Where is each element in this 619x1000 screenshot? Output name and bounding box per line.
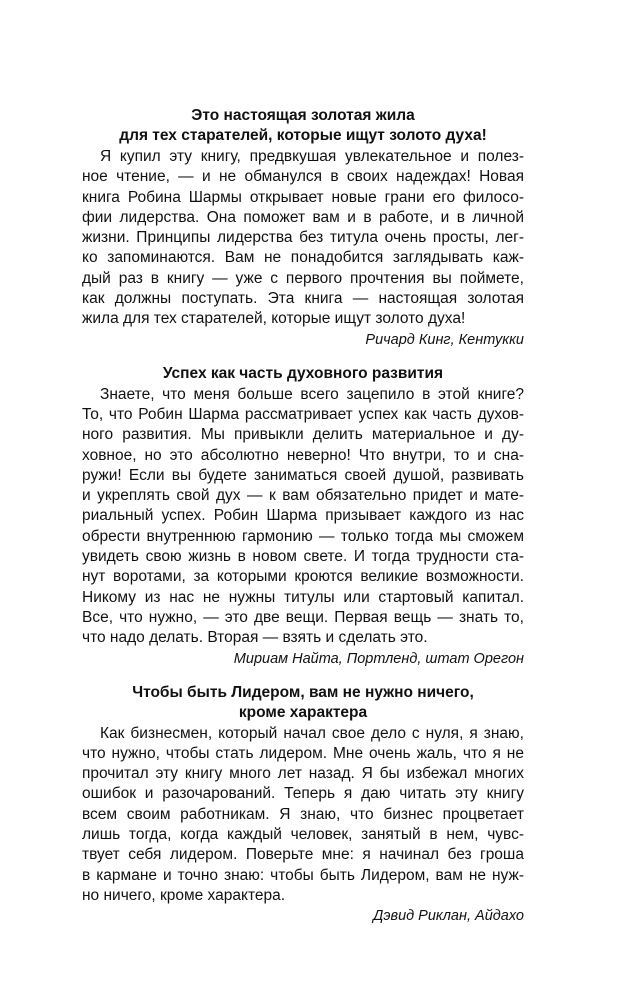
text-line: и укреплять свой дух — к вам обязательно придет и мате-: [82, 487, 524, 505]
text-line: ко запоминаются. Вам не понадобится заглядывать каж-: [82, 249, 524, 267]
review-title: [82, 683, 524, 723]
text-line: ружи! Если вы будете заниматься своей душой, развивать: [82, 466, 524, 484]
text-line: прочитал эту книгу много лет назад. Я бы избежал многих: [82, 765, 524, 783]
review-signature: Ричард Кинг, Кентукки: [365, 331, 524, 348]
title-line: Чтобы быть Лидером, вам не нужно ничего,: [132, 683, 474, 701]
title-line: Это настоящая золотая жила: [191, 107, 415, 124]
text-line: То, что Робин Шарма рассматривает успех как часть духов-: [82, 405, 524, 423]
text-line: книга Робина Шармы открывает новые грани его филосо-: [82, 188, 524, 206]
title-line: кроме характера: [238, 703, 368, 721]
review-signature: Дэвид Риклан, Айдахо: [373, 908, 524, 925]
text-line: твует себя лидером. Поверьте мне: я начинал без гроша: [82, 846, 524, 864]
text-line: ошибок и разочарований. Теперь я даю читать эту книгу: [82, 785, 524, 803]
text-line: всем своим работникам. Я знаю, что бизнес процветает: [82, 805, 524, 823]
text-line: увидеть свою жизнь в новом свете. И тогда трудности ста-: [82, 548, 524, 566]
text-line: нут воротами, за которыми кроются великие возможности.: [82, 568, 524, 586]
text-line: риальный успех. Робин Шарма призывает каждого из нас: [82, 507, 524, 525]
review-title: [82, 364, 524, 384]
text-line: Я купил эту книгу, предвкушая увлекательное и полез-: [100, 148, 524, 165]
review-3: [82, 683, 524, 927]
text-line: ховное, но это абсолютно неверно! Что внутри, то и сна-: [82, 446, 524, 464]
review-title: [82, 106, 524, 146]
text-line: фии лидерства. Она поможет вам и в работе, и в личной: [82, 208, 524, 226]
text-line: ное чтение, — и не обманулся в своих надеждах! Новая: [82, 168, 524, 186]
review-1: [82, 106, 524, 350]
text-line: что нужно, чтобы стать лидером. Мне очень жаль, что я не: [82, 744, 524, 762]
text-line: но ничего, кроме характера.: [82, 886, 286, 904]
review-2: [82, 364, 524, 669]
review-text: [82, 385, 524, 649]
text-line: жизни. Принципы лидерства без титула очень просты, лег-: [82, 229, 524, 247]
text-line: Никому из нас не нужны титулы или стартовый капитал.: [82, 588, 524, 606]
text-line: Все, что нужно, — это две вещи. Первая вещь — знать то,: [82, 608, 524, 626]
text-line: лишь тогда, когда каждый человек, занятый в нем, чувс-: [82, 826, 524, 844]
text-line: как должны поступать. Эта книга — настоящая золотая: [82, 290, 524, 308]
text-line: обрести внутреннюю гармонию — только тогда мы сможем: [82, 527, 524, 545]
review-text: [82, 147, 524, 330]
text-line: что надо делать. Вторая — взять и сделать это.: [82, 629, 428, 647]
review-text: [82, 724, 524, 907]
book-page: [82, 106, 524, 926]
text-line: в кармане и точно знаю: чтобы быть Лидером, вам не нуж-: [82, 866, 524, 884]
text-line: жила для тех старателей, которые ищут золото духа!: [82, 310, 466, 328]
review-signature: Мириам Найта, Портленд, штат Орегон: [233, 650, 524, 667]
text-line: дый раз в книгу — уже с первого прочтения вы поймете,: [82, 269, 524, 287]
text-line: Знаете, что меня больше всего зацепило в этой книге?: [100, 385, 524, 403]
title-line: для тех старателей, которые ищут золото духа!: [119, 127, 487, 144]
title-line: Успех как часть духовного развития: [162, 364, 444, 382]
text-line: ного развития. Мы привыкли делить материальное и ду-: [82, 426, 524, 444]
text-line: Как бизнесмен, который начал свое дело с нуля, я знаю,: [100, 724, 524, 742]
